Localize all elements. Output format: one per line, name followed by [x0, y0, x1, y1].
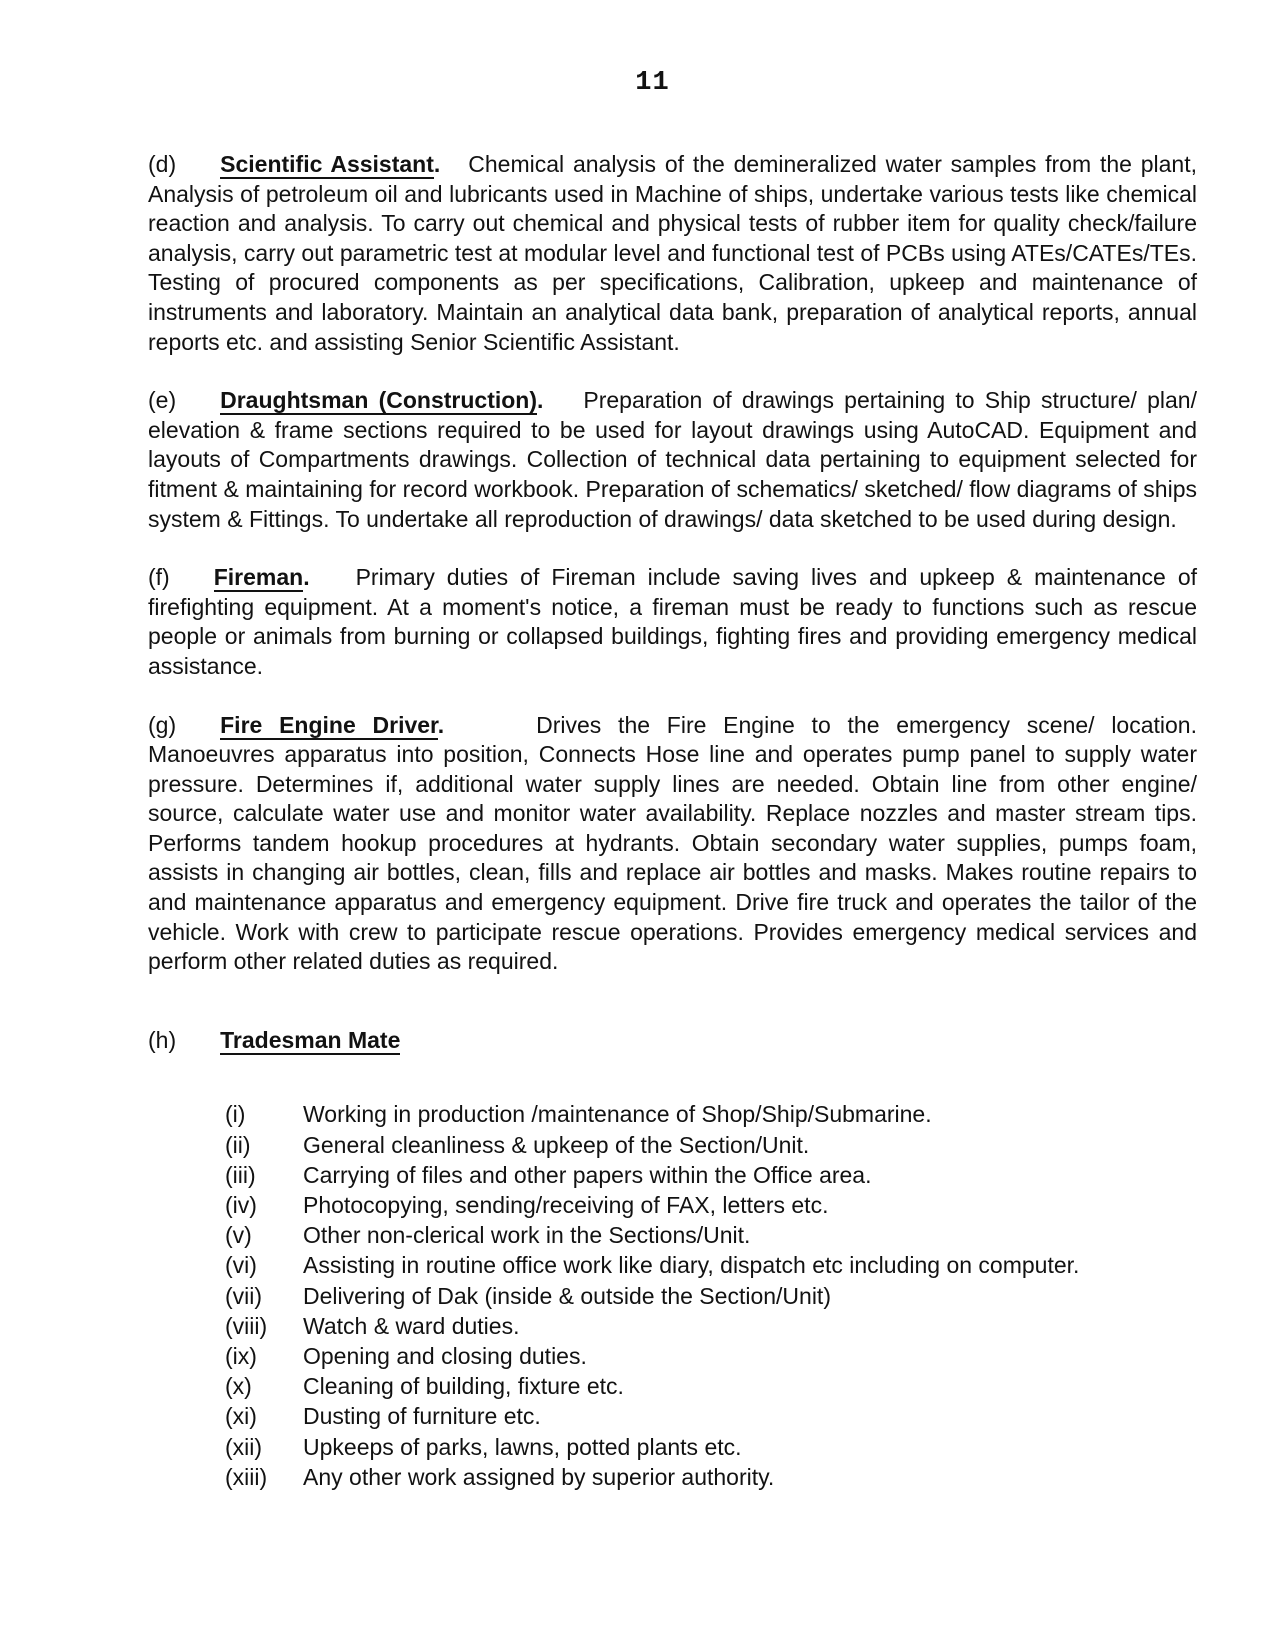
item-numeral: (iv) — [225, 1192, 257, 1219]
section-paragraph-e — [148, 386, 1197, 534]
section-title-punct: . — [437, 711, 445, 738]
item-text: Carrying of files and other papers within the Office area. — [303, 1161, 872, 1188]
item-text: Any other work assigned by superior authority. — [303, 1463, 775, 1490]
section-title: Tradesman Mate — [220, 1026, 401, 1053]
section-title-punct: . — [303, 564, 310, 591]
section-body: Drives the Fire Engine to the emergency scene/ location. Manoeuvres apparatus into position, Connects Hose line and operates pump panel to supply water pressure. Determines if, additional water supply lines are needed. Obtain line from other engine/ source, calculate water use and monitor water availability. Replace nozzles and master stream tips. Performs tandem hookup procedures at hydrants. Obtain secondary water supplies, pumps foam, assists in changing air bottles, clean, fills and replace air bottles and masks. Makes routine repairs to and maintenance apparatus and emergency equipment. Drive fire truck and operates the tailor of the vehicle. Work with crew to participate rescue operations. Provides emergency medical services and perform other related duties as required. — [148, 711, 1197, 975]
section-label: (g) — [148, 711, 177, 738]
section-paragraph-d — [148, 150, 1197, 357]
item-numeral: (x) — [225, 1373, 252, 1400]
item-text: Opening and closing duties. — [303, 1343, 587, 1370]
section-paragraph-h — [148, 1026, 1197, 1056]
section-paragraph-g — [148, 711, 1197, 977]
item-text: Working in production /maintenance of Shop/Ship/Submarine. — [303, 1101, 932, 1128]
item-text: Watch & ward duties. — [303, 1312, 520, 1339]
list-item — [225, 1371, 1197, 1401]
section-body: Preparation of drawings pertaining to Ship structure/ plan/ elevation & frame sections required to be used for layout drawings using AutoCAD. Equipment and layouts of Compartments drawings. Collection of technical data pertaining to equipment selected for fitment & maintaining for record workbook. Preparation of schematics/ sketched/ flow diagrams of ships system & Fittings. To undertake all reproduction of drawings/ data sketched to be used during design. — [148, 387, 1197, 532]
list-item — [225, 1432, 1197, 1462]
section-title-punct: . — [433, 151, 441, 177]
item-text: General cleanliness & upkeep of the Section/Unit. — [303, 1131, 810, 1158]
list-item — [225, 1190, 1197, 1220]
section-label: (d) — [148, 151, 177, 177]
list-item — [225, 1311, 1197, 1341]
section-title: Scientific Assistant — [220, 151, 434, 177]
item-numeral: (iii) — [225, 1161, 256, 1188]
item-numeral: (vii) — [225, 1282, 263, 1309]
item-text: Other non-clerical work in the Sections/Unit. — [303, 1222, 751, 1249]
section-title: Fire Engine Driver — [220, 711, 438, 738]
section-label: (f) — [148, 564, 170, 591]
item-text: Assisting in routine office work like diary, dispatch etc including on computer. — [303, 1252, 1080, 1279]
item-text: Photocopying, sending/receiving of FAX, letters etc. — [303, 1192, 829, 1219]
page-number: 11 — [635, 68, 670, 98]
item-numeral: (vi) — [225, 1252, 257, 1279]
item-numeral: (ii) — [225, 1131, 251, 1158]
list-item — [225, 1462, 1197, 1492]
item-numeral: (viii) — [225, 1312, 268, 1339]
title-gap — [440, 171, 468, 172]
item-text: Dusting of furniture etc. — [303, 1403, 541, 1430]
item-numeral: (i) — [225, 1101, 246, 1128]
list-item — [225, 1281, 1197, 1311]
section-label: (h) — [148, 1026, 177, 1053]
item-text: Upkeeps of parks, lawns, potted plants etc. — [303, 1433, 742, 1460]
title-gap — [310, 584, 356, 585]
item-numeral: (xii) — [225, 1433, 263, 1460]
list-item — [225, 1341, 1197, 1371]
list-item — [225, 1401, 1197, 1431]
item-text: Delivering of Dak (inside & outside the Section/Unit) — [303, 1282, 831, 1309]
list-item — [225, 1250, 1197, 1280]
list-item — [225, 1099, 1197, 1129]
section-title: Draughtsman (Construction) — [220, 387, 537, 414]
section-body: Chemical analysis of the demineralized water samples from the plant, Analysis of petroleum oil and lubricants used in Machine of ships, undertake various tests like chemical reaction and analysis. To carry out chemical and physical tests of rubber item for quality check/failure analysis, carry out parametric test at modular level and functional test of PCBs using ATEs/CATEs/TEs. Testing of procured components as per specifications, Calibration, upkeep and maintenance of instruments and laboratory. Maintain an analytical data bank, preparation of analytical reports, annual reports etc. and assisting Senior Scientific Assistant. — [148, 151, 1197, 355]
item-numeral: (ix) — [225, 1343, 257, 1370]
item-text: Cleaning of building, fixture etc. — [303, 1373, 624, 1400]
list-item — [225, 1130, 1197, 1160]
item-numeral: (v) — [225, 1222, 252, 1249]
section-title: Fireman — [213, 564, 304, 591]
list-item — [225, 1220, 1197, 1250]
section-body: Primary duties of Fireman include saving lives and upkeep & maintenance of firefighting equipment. At a moment's notice, a fireman must be ready to functions such as rescue people or animals from burning or collapsed buildings, fighting fires and providing emergency medical assistance. — [148, 564, 1197, 679]
tradesman-mate-list — [225, 1099, 1197, 1492]
title-gap — [543, 407, 583, 408]
section-title-punct: . — [537, 387, 544, 414]
item-numeral: (xi) — [225, 1403, 257, 1430]
title-gap — [444, 732, 536, 733]
list-item — [225, 1160, 1197, 1190]
section-label: (e) — [148, 387, 177, 414]
section-paragraph-f — [148, 563, 1197, 681]
item-numeral: (xiii) — [225, 1463, 268, 1490]
